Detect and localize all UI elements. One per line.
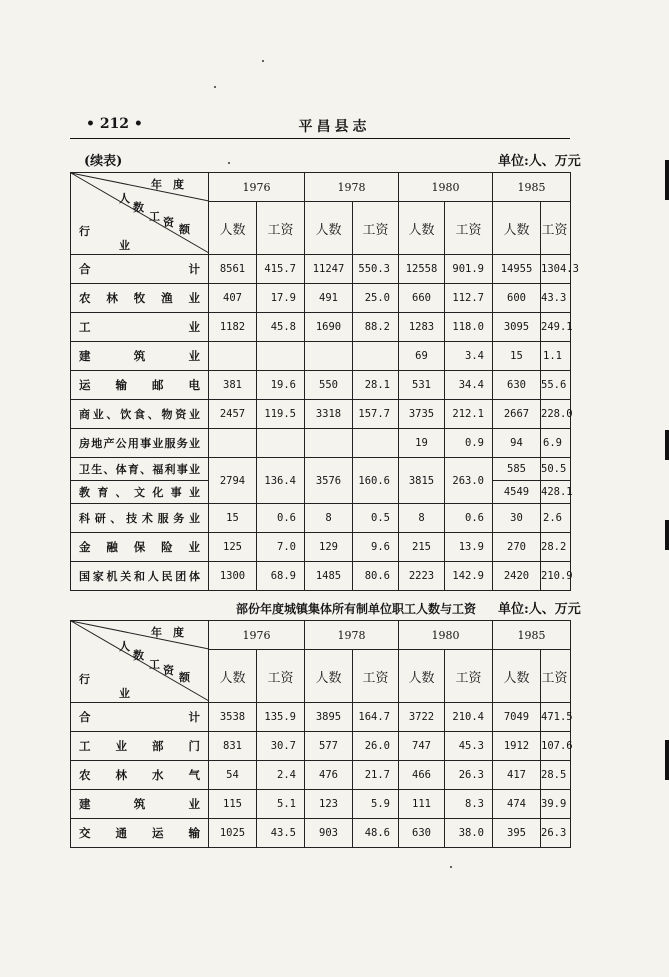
data-cell: 395 — [493, 819, 541, 848]
data-cell: 26.0 — [353, 732, 399, 761]
data-cell: 428.1 — [541, 481, 571, 504]
data-cell: 69 — [399, 342, 445, 371]
corner-char: 工 — [149, 658, 160, 671]
data-cell: 43.3 — [541, 284, 571, 313]
corner-char: 额 — [179, 223, 190, 236]
data-cell: 3095 — [493, 313, 541, 342]
data-cell: 164.7 — [353, 703, 399, 732]
corner-header — [71, 173, 209, 255]
row-label: 农林牧渔业 — [71, 284, 209, 313]
row-label: 金融保险业 — [71, 533, 209, 562]
data-cell: 407 — [209, 284, 257, 313]
corner-char: 数 — [133, 649, 144, 662]
data-cell: 19 — [399, 429, 445, 458]
row-label: 建 筑 业 — [71, 342, 209, 371]
data-cell: 136.4 — [257, 458, 305, 504]
data-cell: 28.1 — [353, 371, 399, 400]
corner-char: 资 — [163, 664, 174, 677]
data-cell: 901.9 — [445, 255, 493, 284]
data-cell: 249.1 — [541, 313, 571, 342]
data-cell: 160.6 — [353, 458, 399, 504]
data-cell: 3722 — [399, 703, 445, 732]
data-cell: 50.5 — [541, 458, 571, 481]
collective-staff-wage-table — [70, 620, 571, 848]
table-row — [71, 400, 571, 429]
table-row — [71, 342, 571, 371]
table-row — [71, 562, 571, 591]
data-cell: 660 — [399, 284, 445, 313]
data-cell: 600 — [493, 284, 541, 313]
data-cell: 1912 — [493, 732, 541, 761]
data-cell: 39.9 — [541, 790, 571, 819]
year-header: 1976 — [209, 173, 305, 202]
data-cell: 3895 — [305, 703, 353, 732]
page-header — [0, 116, 669, 136]
year-header: 1976 — [209, 621, 305, 650]
data-cell: 1485 — [305, 562, 353, 591]
data-cell: 1283 — [399, 313, 445, 342]
corner-char: 数 — [133, 201, 144, 214]
table-row — [71, 458, 571, 481]
header-rule — [70, 138, 570, 139]
table-row — [71, 284, 571, 313]
data-cell: 112.7 — [445, 284, 493, 313]
data-cell — [305, 342, 353, 371]
data-cell: 466 — [399, 761, 445, 790]
data-cell — [257, 342, 305, 371]
row-label: 教育、文化事业 — [71, 481, 209, 504]
row-label: 农林水气 — [71, 761, 209, 790]
col-header-count: 人数 — [493, 202, 541, 255]
data-cell: 531 — [399, 371, 445, 400]
data-cell: 14955 — [493, 255, 541, 284]
data-cell: 471.5 — [541, 703, 571, 732]
row-label: 商业、饮食、物资业 — [71, 400, 209, 429]
data-cell: 417 — [493, 761, 541, 790]
data-cell: 157.7 — [353, 400, 399, 429]
year-header: 1978 — [305, 621, 399, 650]
table-row — [71, 371, 571, 400]
page-number: • 212 • — [86, 116, 143, 132]
data-cell: 80.6 — [353, 562, 399, 591]
corner-char: 人 — [119, 192, 130, 205]
data-cell: 15 — [209, 504, 257, 533]
data-cell: 210.9 — [541, 562, 571, 591]
year-header: 1978 — [305, 173, 399, 202]
col-header-count: 人数 — [399, 650, 445, 703]
data-cell — [209, 342, 257, 371]
data-cell: 19.6 — [257, 371, 305, 400]
col-header-wage: 工资 — [445, 202, 493, 255]
data-cell: 2420 — [493, 562, 541, 591]
data-cell: 119.5 — [257, 400, 305, 429]
data-cell: 12558 — [399, 255, 445, 284]
data-cell: 577 — [305, 732, 353, 761]
data-cell: 94 — [493, 429, 541, 458]
corner-char: 业 — [119, 239, 130, 252]
data-cell: 26.3 — [445, 761, 493, 790]
data-cell: 6.9 — [541, 429, 571, 458]
data-cell: 550.3 — [353, 255, 399, 284]
scan-speck — [214, 86, 216, 88]
unit-label: 单位:人、万元 — [498, 154, 581, 169]
data-cell: 17.9 — [257, 284, 305, 313]
table-row — [71, 819, 571, 848]
data-cell: 8 — [399, 504, 445, 533]
col-header-wage: 工资 — [445, 650, 493, 703]
data-cell: 30 — [493, 504, 541, 533]
row-label: 工 业 — [71, 313, 209, 342]
row-label: 建 筑 业 — [71, 790, 209, 819]
data-cell: 8.3 — [445, 790, 493, 819]
scan-speck — [228, 162, 230, 164]
data-cell: 5.1 — [257, 790, 305, 819]
data-cell: 8561 — [209, 255, 257, 284]
row-label: 交通运输 — [71, 819, 209, 848]
data-cell: 747 — [399, 732, 445, 761]
data-cell: 903 — [305, 819, 353, 848]
data-cell: 3815 — [399, 458, 445, 504]
data-cell: 270 — [493, 533, 541, 562]
col-header-wage: 工资 — [541, 650, 571, 703]
data-cell: 2794 — [209, 458, 257, 504]
row-label: 合 计 — [71, 703, 209, 732]
data-cell: 28.5 — [541, 761, 571, 790]
data-cell: 474 — [493, 790, 541, 819]
data-cell: 585 — [493, 458, 541, 481]
table-row — [71, 313, 571, 342]
data-cell: 8 — [305, 504, 353, 533]
data-cell: 68.9 — [257, 562, 305, 591]
data-cell: 215 — [399, 533, 445, 562]
corner-char: 资 — [163, 216, 174, 229]
table-row — [71, 790, 571, 819]
table-row — [71, 533, 571, 562]
data-cell: 48.6 — [353, 819, 399, 848]
col-header-count: 人数 — [305, 202, 353, 255]
corner-header — [71, 621, 209, 703]
data-cell: 28.2 — [541, 533, 571, 562]
data-cell: 550 — [305, 371, 353, 400]
year-header: 1980 — [399, 173, 493, 202]
data-cell: 3538 — [209, 703, 257, 732]
data-cell: 1.1 — [541, 342, 571, 371]
data-cell: 43.5 — [257, 819, 305, 848]
data-cell: 263.0 — [445, 458, 493, 504]
year-header: 1985 — [493, 173, 571, 202]
data-cell: 15 — [493, 342, 541, 371]
data-cell: 0.6 — [257, 504, 305, 533]
row-label: 卫生、体育、福利事业 — [71, 458, 209, 481]
table2-title: 部份年度城镇集体所有制单位职工人数与工资 — [236, 602, 477, 616]
data-cell: 11247 — [305, 255, 353, 284]
data-cell: 3318 — [305, 400, 353, 429]
data-cell: 831 — [209, 732, 257, 761]
data-cell — [353, 429, 399, 458]
scan-edge-mark — [665, 740, 669, 780]
data-cell: 491 — [305, 284, 353, 313]
data-cell: 1690 — [305, 313, 353, 342]
staff-wage-table-continued — [70, 172, 579, 591]
col-header-wage: 工资 — [257, 202, 305, 255]
data-cell: 25.0 — [353, 284, 399, 313]
col-header-wage: 工资 — [257, 650, 305, 703]
data-cell: 212.1 — [445, 400, 493, 429]
data-cell: 3.4 — [445, 342, 493, 371]
data-cell: 30.7 — [257, 732, 305, 761]
data-cell: 2223 — [399, 562, 445, 591]
data-cell: 0.5 — [353, 504, 399, 533]
scan-speck — [262, 60, 264, 62]
col-header-count: 人数 — [493, 650, 541, 703]
data-cell: 476 — [305, 761, 353, 790]
col-header-count: 人数 — [209, 650, 257, 703]
row-label: 运输邮电 — [71, 371, 209, 400]
continued-caption: (续表) — [84, 154, 123, 169]
row-label: 合 计 — [71, 255, 209, 284]
data-cell: 129 — [305, 533, 353, 562]
data-cell: 88.2 — [353, 313, 399, 342]
scan-edge-mark — [665, 160, 669, 200]
data-cell: 45.8 — [257, 313, 305, 342]
book-title: 平昌县志 — [298, 119, 371, 135]
data-cell — [209, 429, 257, 458]
row-label: 工业部门 — [71, 732, 209, 761]
data-cell: 1182 — [209, 313, 257, 342]
data-cell: 210.4 — [445, 703, 493, 732]
data-cell: 21.7 — [353, 761, 399, 790]
year-header: 1980 — [399, 621, 493, 650]
data-cell: 2.4 — [257, 761, 305, 790]
scan-edge-mark — [665, 430, 669, 460]
data-cell: 123 — [305, 790, 353, 819]
data-cell: 5.9 — [353, 790, 399, 819]
table-row — [71, 761, 571, 790]
year-header: 1985 — [493, 621, 571, 650]
col-header-count: 人数 — [209, 202, 257, 255]
data-cell: 125 — [209, 533, 257, 562]
row-label: 房地产公用事业服务业 — [71, 429, 209, 458]
data-cell: 34.4 — [445, 371, 493, 400]
data-cell: 1025 — [209, 819, 257, 848]
corner-year-label: 年 度 — [151, 178, 184, 191]
corner-char: 额 — [179, 671, 190, 684]
data-cell: 115 — [209, 790, 257, 819]
data-cell: 9.6 — [353, 533, 399, 562]
data-cell: 0.9 — [445, 429, 493, 458]
data-cell: 2.6 — [541, 504, 571, 533]
row-label: 科研、技术服务业 — [71, 504, 209, 533]
table-row — [71, 429, 571, 458]
data-cell — [353, 342, 399, 371]
corner-char: 业 — [119, 687, 130, 700]
data-cell: 2667 — [493, 400, 541, 429]
corner-char: 人 — [119, 640, 130, 653]
scan-edge-mark — [665, 520, 669, 550]
scan-speck — [450, 866, 452, 868]
data-cell: 111 — [399, 790, 445, 819]
data-cell: 1300 — [209, 562, 257, 591]
data-cell — [305, 429, 353, 458]
row-label: 国家机关和人民团体 — [71, 562, 209, 591]
data-cell: 3576 — [305, 458, 353, 504]
table-row — [71, 255, 571, 284]
data-cell: 3735 — [399, 400, 445, 429]
data-cell: 55.6 — [541, 371, 571, 400]
data-cell: 135.9 — [257, 703, 305, 732]
data-cell: 228.0 — [541, 400, 571, 429]
table-row — [71, 732, 571, 761]
data-cell: 38.0 — [445, 819, 493, 848]
col-header-wage: 工资 — [353, 202, 399, 255]
table-row — [71, 504, 571, 533]
data-cell: 107.6 — [541, 732, 571, 761]
data-cell: 2457 — [209, 400, 257, 429]
corner-char: 工 — [149, 210, 160, 223]
data-cell: 4549 — [493, 481, 541, 504]
data-cell: 26.3 — [541, 819, 571, 848]
data-cell: 142.9 — [445, 562, 493, 591]
data-cell: 630 — [399, 819, 445, 848]
table-row — [71, 703, 571, 732]
col-header-wage: 工资 — [541, 202, 571, 255]
unit-label: 单位:人、万元 — [498, 602, 581, 617]
data-cell — [257, 429, 305, 458]
data-cell: 54 — [209, 761, 257, 790]
corner-year-label: 年 度 — [151, 626, 184, 639]
col-header-count: 人数 — [305, 650, 353, 703]
data-cell: 7.0 — [257, 533, 305, 562]
data-cell: 1304.3 — [541, 255, 571, 284]
col-header-wage: 工资 — [353, 650, 399, 703]
data-cell: 118.0 — [445, 313, 493, 342]
data-cell: 13.9 — [445, 533, 493, 562]
data-cell: 45.3 — [445, 732, 493, 761]
data-cell: 0.6 — [445, 504, 493, 533]
col-header-count: 人数 — [399, 202, 445, 255]
data-cell: 415.7 — [257, 255, 305, 284]
data-cell: 630 — [493, 371, 541, 400]
data-cell: 7049 — [493, 703, 541, 732]
corner-row-label: 行 — [79, 225, 90, 238]
data-cell: 381 — [209, 371, 257, 400]
corner-row-label: 行 — [79, 673, 90, 686]
